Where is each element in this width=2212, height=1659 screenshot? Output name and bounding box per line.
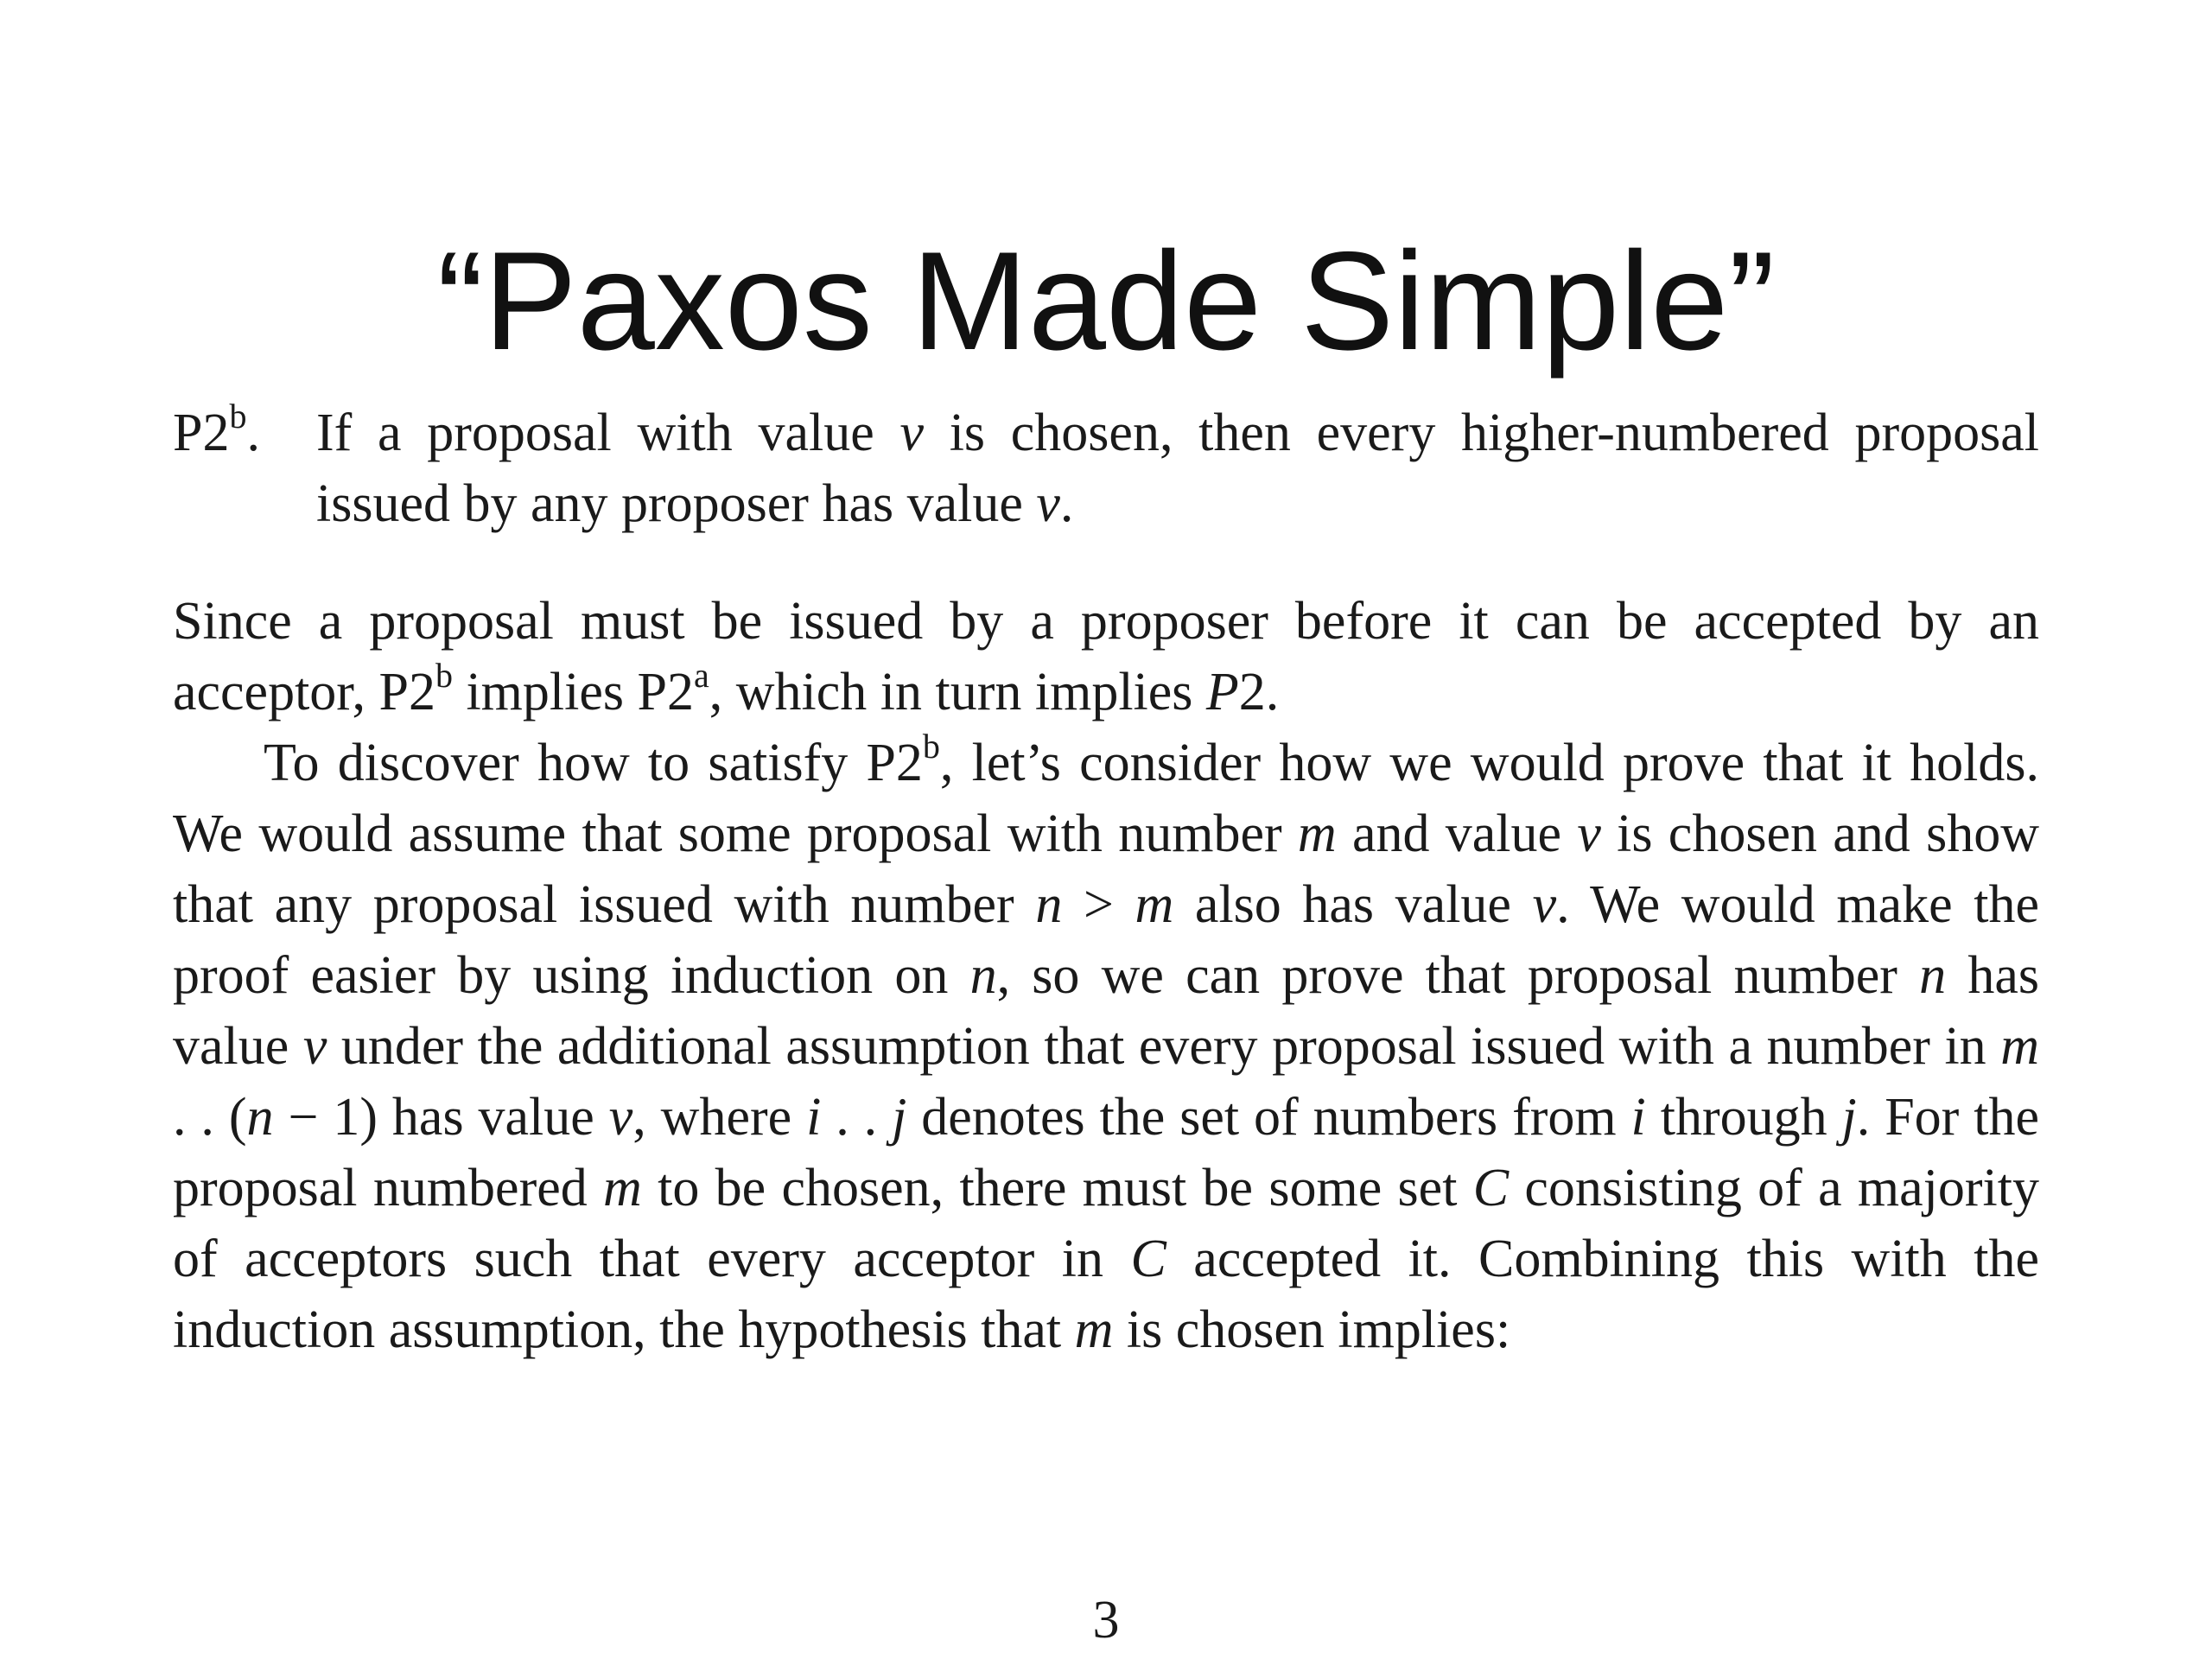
- proposition-p2b: [173, 397, 2039, 539]
- slide-title: “Paxos Made Simple”: [436, 222, 1776, 379]
- proposition-label: P2$^b$.: [173, 397, 260, 462]
- proposition-text: If a proposal with value v is chosen, then every higher-numbered proposal issued by any proposer has value v.: [316, 404, 2040, 533]
- paper-excerpt: [173, 397, 2039, 1365]
- page-number: 3: [1092, 1591, 1120, 1649]
- paragraph-2: To discover how to satisfy P2$^b$, let’s consider how we would prove that it holds. We would assume that some proposal with number m and value v is chosen and show that any proposal issued with number n > m also has value v. We would make the proof easier by using induction on n, so we can prove that proposal number n has value v under the additional assumption that every proposal issued with a number in m . . (n − 1) has value v, where i . . j denotes the set of numbers from i through j. For the proposal numbered m to be chosen, there must be some set C consisting of a majority of acceptors such that every acceptor in C accepted it. Combining this with the induction assumption, the hypothesis that m is chosen implies:: [173, 727, 2040, 1359]
- paragraph-1: Since a proposal must be issued by a proposer before it can be accepted by an acceptor, P2$^b$ implies P2$^a$, which in turn implies P2.: [173, 592, 2039, 721]
